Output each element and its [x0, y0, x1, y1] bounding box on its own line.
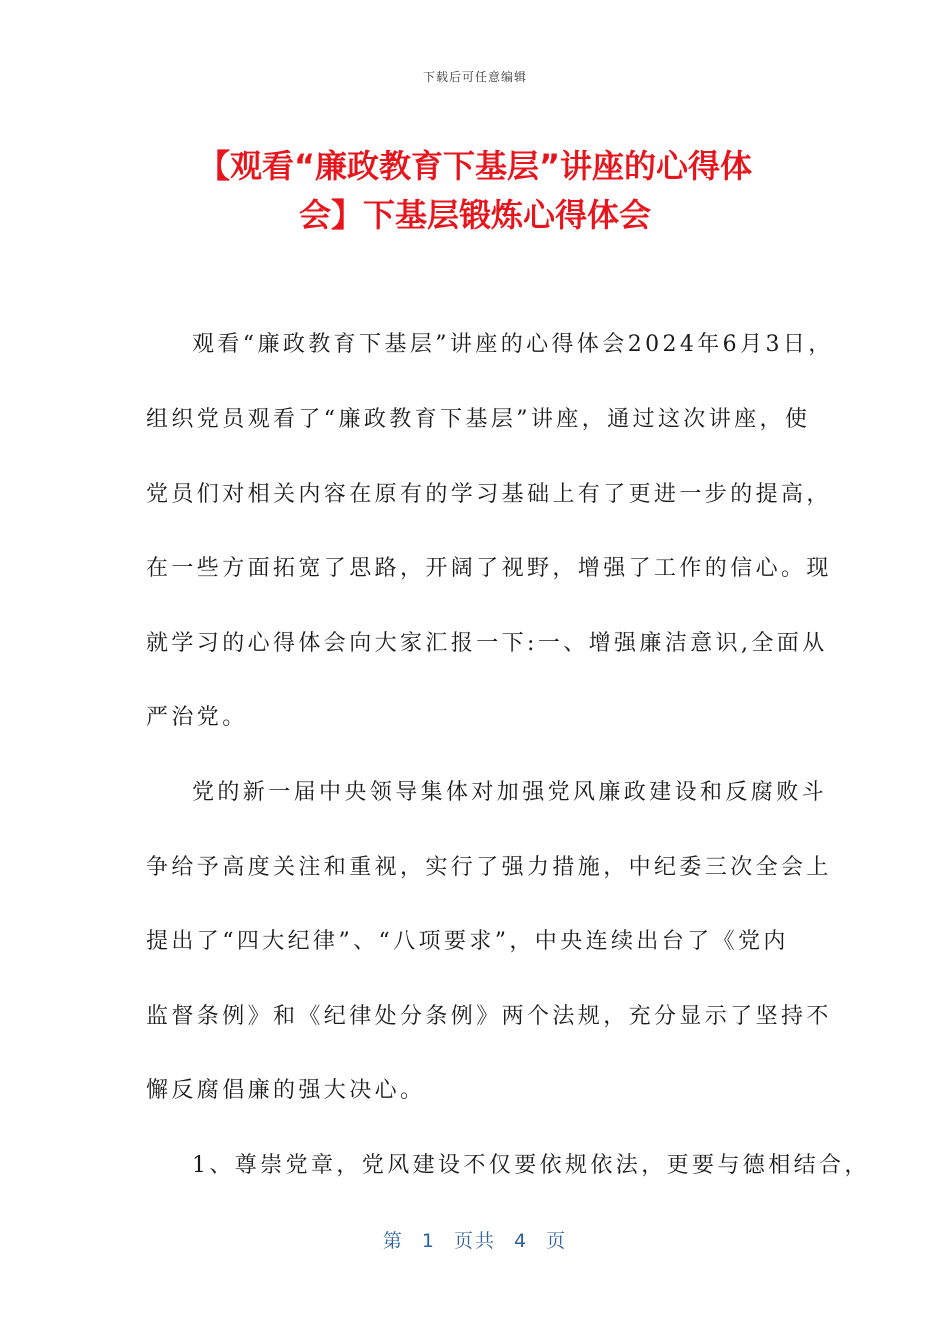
body-line: 观看“廉政教育下基层”讲座的心得体会2024年6月3日， — [192, 332, 834, 357]
body-line: 严治党。 — [146, 705, 248, 730]
body-line: 监督条例》和《纪律处分条例》两个法规，充分显示了坚持不 — [146, 1004, 832, 1029]
document-title — [150, 142, 800, 240]
title-line-2: 会】下基层锻炼心得体会 — [298, 196, 651, 234]
body-line: 1、尊崇党章，党风建设不仅要依规依法，更要与德相结合， — [192, 1153, 870, 1178]
title-line-1: 【观看“廉政教育下基层”讲座的心得体 — [197, 147, 753, 185]
body-line: 党员们对相关内容在原有的学习基础上有了更进一步的提高， — [146, 482, 832, 507]
body-line: 组织党员观看了“廉政教育下基层”讲座，通过这次讲座，使 — [146, 407, 811, 432]
header-note: 下载后可任意编辑 — [422, 70, 527, 84]
body-line: 就学习的心得体会向大家汇报一下:一、增强廉洁意识,全面从 — [146, 631, 828, 656]
body-line: 党的新一届中央领导集体对加强党风廉政建设和反腐败斗 — [192, 780, 828, 805]
body-line: 在一些方面拓宽了思路，开阔了视野，增强了工作的信心。现 — [146, 556, 832, 581]
body-line: 提出了“四大纪律”、“八项要求”，中央连续出台了《党内 — [146, 929, 789, 954]
body-line: 懈反腐倡廉的强大决心。 — [146, 1078, 426, 1103]
body-line: 争给予高度关注和重视，实行了强力措施，中纪委三次全会上 — [146, 855, 832, 880]
page-number-footer: 第 1 页共 4 页 — [382, 1230, 568, 1252]
